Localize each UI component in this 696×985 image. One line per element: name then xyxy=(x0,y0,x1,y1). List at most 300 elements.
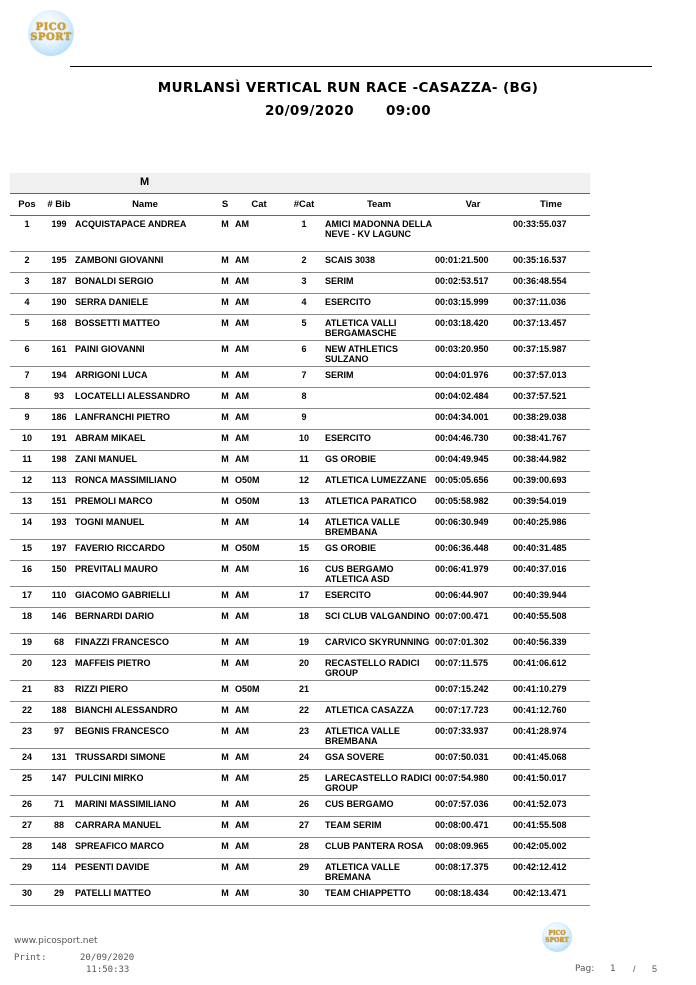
cell-sex: M xyxy=(216,655,234,681)
cell-pos: 10 xyxy=(10,430,44,451)
cell-team xyxy=(324,681,434,702)
cell-name: GIACOMO GABRIELLI xyxy=(74,587,216,608)
cell-cat-pos: 27 xyxy=(284,817,324,838)
cell-pos: 4 xyxy=(10,294,44,315)
cell-time: 00:42:05.002 xyxy=(512,838,590,859)
cell-cat: AM xyxy=(234,409,284,430)
cell-team: SCAIS 3038 xyxy=(324,252,434,273)
cell-name: BONALDI SERGIO xyxy=(74,273,216,294)
cell-sex: M xyxy=(216,273,234,294)
table-row xyxy=(10,859,590,885)
cell-team: ATLETICA LUMEZZANE xyxy=(324,472,434,493)
cell-sex: M xyxy=(216,817,234,838)
cell-bib: 93 xyxy=(44,388,74,409)
cell-sex: M xyxy=(216,859,234,885)
cell-team: ATLETICA PARATICO xyxy=(324,493,434,514)
cell-team: ATLETICA VALLE BREMBANA xyxy=(324,514,434,540)
cell-cat-pos: 5 xyxy=(284,315,324,341)
table-row xyxy=(10,367,590,388)
cell-pos: 16 xyxy=(10,561,44,587)
table-row xyxy=(10,216,590,252)
cell-name: FAVERIO RICCARDO xyxy=(74,540,216,561)
cell-pos: 6 xyxy=(10,341,44,367)
cell-cat: AM xyxy=(234,723,284,749)
cell-bib: 97 xyxy=(44,723,74,749)
cell-pos: 30 xyxy=(10,885,44,906)
cell-cat-pos: 10 xyxy=(284,430,324,451)
results-table xyxy=(10,194,590,906)
cell-name: ZANI MANUEL xyxy=(74,451,216,472)
cell-cat: AM xyxy=(234,294,284,315)
cell-team: NEW ATHLETICS SULZANO xyxy=(324,341,434,367)
cell-cat-pos: 7 xyxy=(284,367,324,388)
cell-team: ATLETICA VALLE BREMBANA xyxy=(324,723,434,749)
cell-cat-pos: 15 xyxy=(284,540,324,561)
cell-var: 00:07:00.471 xyxy=(434,608,512,634)
cell-time: 00:37:13.457 xyxy=(512,315,590,341)
cell-var: 00:07:50.031 xyxy=(434,749,512,770)
cell-sex: M xyxy=(216,681,234,702)
cell-var: 00:01:21.500 xyxy=(434,252,512,273)
table-row xyxy=(10,514,590,540)
cell-name: FINAZZI FRANCESCO xyxy=(74,634,216,655)
cell-team: RECASTELLO RADICI GROUP xyxy=(324,655,434,681)
cell-name: PESENTI DAVIDE xyxy=(74,859,216,885)
cell-time: 00:38:29.038 xyxy=(512,409,590,430)
cell-name: SERRA DANIELE xyxy=(74,294,216,315)
cell-bib: 123 xyxy=(44,655,74,681)
cell-team: CUS BERGAMO ATLETICA ASD xyxy=(324,561,434,587)
cell-pos: 12 xyxy=(10,472,44,493)
cell-var: 00:07:01.302 xyxy=(434,634,512,655)
table-row xyxy=(10,608,590,634)
cell-team: AMICI MADONNA DELLA NEVE - KV LAGUNC xyxy=(324,216,434,252)
cell-cat-pos: 26 xyxy=(284,796,324,817)
cell-team: ESERCITO xyxy=(324,430,434,451)
cell-bib: 199 xyxy=(44,216,74,252)
cell-team: LARECASTELLO RADICI GROUP xyxy=(324,770,434,796)
logo-text-line2: SPORT xyxy=(30,32,72,43)
cell-bib: 88 xyxy=(44,817,74,838)
footer-print-date: 20/09/2020 xyxy=(80,953,135,963)
cell-team: CUS BERGAMO xyxy=(324,796,434,817)
cell-var: 00:07:54.980 xyxy=(434,770,512,796)
cell-var: 00:08:00.471 xyxy=(434,817,512,838)
cell-pos: 3 xyxy=(10,273,44,294)
cell-cat: AM xyxy=(234,749,284,770)
cell-team: GS OROBIE xyxy=(324,540,434,561)
table-row xyxy=(10,702,590,723)
cell-bib: 168 xyxy=(44,315,74,341)
cell-var xyxy=(434,216,512,252)
cell-cat: AM xyxy=(234,796,284,817)
category-group-header xyxy=(10,173,590,194)
cell-name: MAFFEIS PIETRO xyxy=(74,655,216,681)
cell-var: 00:04:46.730 xyxy=(434,430,512,451)
cell-cat: O50M xyxy=(234,493,284,514)
cell-cat-pos: 9 xyxy=(284,409,324,430)
cell-cat-pos: 2 xyxy=(284,252,324,273)
cell-time: 00:41:45.068 xyxy=(512,749,590,770)
cell-pos: 14 xyxy=(10,514,44,540)
cell-sex: M xyxy=(216,634,234,655)
cell-time: 00:41:06.612 xyxy=(512,655,590,681)
cell-time: 00:33:55.037 xyxy=(512,216,590,252)
cell-time: 00:37:57.521 xyxy=(512,388,590,409)
cell-sex: M xyxy=(216,838,234,859)
cell-name: TOGNI MANUEL xyxy=(74,514,216,540)
cell-bib: 186 xyxy=(44,409,74,430)
cell-sex: M xyxy=(216,540,234,561)
table-row xyxy=(10,838,590,859)
cell-team: GS OROBIE xyxy=(324,451,434,472)
cell-cat: AM xyxy=(234,838,284,859)
cell-var: 00:07:15.242 xyxy=(434,681,512,702)
cell-pos: 11 xyxy=(10,451,44,472)
cell-sex: M xyxy=(216,294,234,315)
header-bib: # Bib xyxy=(44,194,74,216)
cell-time: 00:40:56.339 xyxy=(512,634,590,655)
table-row xyxy=(10,430,590,451)
cell-cat-pos: 1 xyxy=(284,216,324,252)
cell-cat: AM xyxy=(234,367,284,388)
cell-team: ESERCITO xyxy=(324,587,434,608)
cell-cat: AM xyxy=(234,451,284,472)
cell-time: 00:38:44.982 xyxy=(512,451,590,472)
cell-team: GSA SOVERE xyxy=(324,749,434,770)
cell-cat: O50M xyxy=(234,540,284,561)
cell-team: SCI CLUB VALGANDINO xyxy=(324,608,434,634)
cell-name: BERNARDI DARIO xyxy=(74,608,216,634)
cell-pos: 28 xyxy=(10,838,44,859)
cell-pos: 24 xyxy=(10,749,44,770)
cell-sex: M xyxy=(216,451,234,472)
cell-pos: 18 xyxy=(10,608,44,634)
footer-url: www.picosport.net xyxy=(14,936,98,946)
table-row xyxy=(10,723,590,749)
cell-pos: 15 xyxy=(10,540,44,561)
cell-var: 00:07:17.723 xyxy=(434,702,512,723)
header-sex: S xyxy=(216,194,234,216)
cell-time: 00:41:52.073 xyxy=(512,796,590,817)
cell-bib: 197 xyxy=(44,540,74,561)
cell-bib: 198 xyxy=(44,451,74,472)
cell-var: 00:05:05.656 xyxy=(434,472,512,493)
cell-bib: 195 xyxy=(44,252,74,273)
cell-bib: 83 xyxy=(44,681,74,702)
cell-cat: AM xyxy=(234,817,284,838)
cell-var: 00:08:17.375 xyxy=(434,859,512,885)
cell-name: RONCA MASSIMILIANO xyxy=(74,472,216,493)
cell-sex: M xyxy=(216,430,234,451)
cell-time: 00:41:10.279 xyxy=(512,681,590,702)
cell-name: PREMOLI MARCO xyxy=(74,493,216,514)
cell-name: LANFRANCHI PIETRO xyxy=(74,409,216,430)
cell-cat: AM xyxy=(234,655,284,681)
cell-sex: M xyxy=(216,561,234,587)
cell-cat-pos: 24 xyxy=(284,749,324,770)
cell-bib: 29 xyxy=(44,885,74,906)
cell-team: ATLETICA CASAZZA xyxy=(324,702,434,723)
table-row xyxy=(10,273,590,294)
cell-bib: 148 xyxy=(44,838,74,859)
cell-cat: AM xyxy=(234,770,284,796)
cell-pos: 17 xyxy=(10,587,44,608)
cell-bib: 71 xyxy=(44,796,74,817)
cell-name: PATELLI MATTEO xyxy=(74,885,216,906)
cell-sex: M xyxy=(216,749,234,770)
race-date: 20/09/2020 xyxy=(265,103,355,119)
cell-cat-pos: 8 xyxy=(284,388,324,409)
cell-sex: M xyxy=(216,587,234,608)
cell-bib: 151 xyxy=(44,493,74,514)
cell-cat-pos: 29 xyxy=(284,859,324,885)
cell-cat: AM xyxy=(234,561,284,587)
cell-bib: 188 xyxy=(44,702,74,723)
cell-bib: 191 xyxy=(44,430,74,451)
table-row xyxy=(10,587,590,608)
cell-cat-pos: 17 xyxy=(284,587,324,608)
cell-var: 00:05:58.982 xyxy=(434,493,512,514)
cell-cat: AM xyxy=(234,273,284,294)
cell-sex: M xyxy=(216,493,234,514)
logo-small-text-line1: PICO xyxy=(548,930,566,937)
cell-cat-pos: 23 xyxy=(284,723,324,749)
table-row xyxy=(10,409,590,430)
cell-time: 00:40:25.986 xyxy=(512,514,590,540)
cell-bib: 161 xyxy=(44,341,74,367)
cell-team: CLUB PANTERA ROSA xyxy=(324,838,434,859)
cell-pos: 9 xyxy=(10,409,44,430)
cell-cat-pos: 30 xyxy=(284,885,324,906)
cell-bib: 146 xyxy=(44,608,74,634)
cell-bib: 68 xyxy=(44,634,74,655)
cell-pos: 1 xyxy=(10,216,44,252)
cell-name: PREVITALI MAURO xyxy=(74,561,216,587)
cell-time: 00:40:39.944 xyxy=(512,587,590,608)
table-row xyxy=(10,493,590,514)
cell-cat-pos: 25 xyxy=(284,770,324,796)
cell-cat: AM xyxy=(234,587,284,608)
cell-sex: M xyxy=(216,315,234,341)
cell-var: 00:04:49.945 xyxy=(434,451,512,472)
cell-pos: 13 xyxy=(10,493,44,514)
cell-var: 00:03:20.950 xyxy=(434,341,512,367)
category-group-label: M xyxy=(140,176,150,188)
cell-var: 00:06:44.907 xyxy=(434,587,512,608)
cell-var: 00:06:41.979 xyxy=(434,561,512,587)
cell-bib: 114 xyxy=(44,859,74,885)
header-name: Name xyxy=(74,194,216,216)
footer-page-label: Pag: xyxy=(575,964,595,974)
cell-name: BOSSETTI MATTEO xyxy=(74,315,216,341)
cell-bib: 193 xyxy=(44,514,74,540)
cell-name: RIZZI PIERO xyxy=(74,681,216,702)
header-team: Team xyxy=(324,194,434,216)
table-row xyxy=(10,388,590,409)
cell-cat-pos: 20 xyxy=(284,655,324,681)
cell-team: TEAM SERIM xyxy=(324,817,434,838)
cell-team: ATLETICA VALLE BREMANA xyxy=(324,859,434,885)
cell-time: 00:42:13.471 xyxy=(512,885,590,906)
cell-pos: 20 xyxy=(10,655,44,681)
cell-name: MARINI MASSIMILIANO xyxy=(74,796,216,817)
cell-sex: M xyxy=(216,770,234,796)
cell-name: SPREAFICO MARCO xyxy=(74,838,216,859)
cell-pos: 26 xyxy=(10,796,44,817)
table-row xyxy=(10,681,590,702)
cell-name: BIANCHI ALESSANDRO xyxy=(74,702,216,723)
footer-page-separator: / xyxy=(633,964,636,974)
cell-var: 00:04:01.976 xyxy=(434,367,512,388)
cell-sex: M xyxy=(216,885,234,906)
cell-cat-pos: 14 xyxy=(284,514,324,540)
footer-page-current: 1 xyxy=(610,964,616,974)
cell-name: TRUSSARDI SIMONE xyxy=(74,749,216,770)
cell-sex: M xyxy=(216,216,234,252)
cell-var: 00:06:36.448 xyxy=(434,540,512,561)
table-row xyxy=(10,749,590,770)
cell-pos: 8 xyxy=(10,388,44,409)
cell-time: 00:35:16.537 xyxy=(512,252,590,273)
cell-cat: AM xyxy=(234,430,284,451)
cell-pos: 21 xyxy=(10,681,44,702)
cell-cat: AM xyxy=(234,859,284,885)
table-row xyxy=(10,341,590,367)
picosport-logo-small xyxy=(542,922,572,952)
cell-var: 00:07:11.575 xyxy=(434,655,512,681)
cell-pos: 5 xyxy=(10,315,44,341)
logo-small-text-line2: SPORT xyxy=(545,937,569,944)
table-row xyxy=(10,634,590,655)
cell-name: PAINI GIOVANNI xyxy=(74,341,216,367)
cell-team: SERIM xyxy=(324,273,434,294)
cell-sex: M xyxy=(216,367,234,388)
cell-cat-pos: 18 xyxy=(284,608,324,634)
cell-pos: 23 xyxy=(10,723,44,749)
header-cat-pos: #Cat xyxy=(284,194,324,216)
race-time: 09:00 xyxy=(386,103,431,119)
cell-var: 00:07:33.937 xyxy=(434,723,512,749)
cell-pos: 22 xyxy=(10,702,44,723)
cell-time: 00:39:54.019 xyxy=(512,493,590,514)
cell-name: ABRAM MIKAEL xyxy=(74,430,216,451)
cell-cat: AM xyxy=(234,388,284,409)
cell-cat-pos: 16 xyxy=(284,561,324,587)
cell-var: 00:04:02.484 xyxy=(434,388,512,409)
cell-cat: AM xyxy=(234,315,284,341)
cell-name: BEGNIS FRANCESCO xyxy=(74,723,216,749)
cell-time: 00:41:28.974 xyxy=(512,723,590,749)
cell-sex: M xyxy=(216,796,234,817)
cell-cat-pos: 21 xyxy=(284,681,324,702)
cell-time: 00:38:41.767 xyxy=(512,430,590,451)
footer-print-label: Print: xyxy=(14,953,47,963)
header-pos: Pos xyxy=(10,194,44,216)
cell-sex: M xyxy=(216,723,234,749)
table-row xyxy=(10,315,590,341)
header-var: Var xyxy=(434,194,512,216)
cell-sex: M xyxy=(216,341,234,367)
logo-text-line1: PICO xyxy=(35,22,67,33)
cell-team: ESERCITO xyxy=(324,294,434,315)
table-row xyxy=(10,294,590,315)
cell-cat: O50M xyxy=(234,472,284,493)
cell-cat: O50M xyxy=(234,681,284,702)
cell-bib: 187 xyxy=(44,273,74,294)
cell-pos: 2 xyxy=(10,252,44,273)
cell-name: PULCINI MIRKO xyxy=(74,770,216,796)
cell-time: 00:42:12.412 xyxy=(512,859,590,885)
cell-cat: AM xyxy=(234,608,284,634)
cell-bib: 150 xyxy=(44,561,74,587)
cell-sex: M xyxy=(216,252,234,273)
cell-time: 00:41:55.508 xyxy=(512,817,590,838)
table-row xyxy=(10,655,590,681)
cell-cat: AM xyxy=(234,885,284,906)
cell-time: 00:41:50.017 xyxy=(512,770,590,796)
header-cat: Cat xyxy=(234,194,284,216)
race-title: MURLANSÌ VERTICAL RUN RACE -CASAZZA- (BG) xyxy=(157,80,539,96)
table-row xyxy=(10,472,590,493)
table-row xyxy=(10,540,590,561)
header-time: Time xyxy=(512,194,590,216)
cell-cat-pos: 12 xyxy=(284,472,324,493)
cell-pos: 29 xyxy=(10,859,44,885)
cell-var: 00:02:53.517 xyxy=(434,273,512,294)
cell-cat-pos: 11 xyxy=(284,451,324,472)
footer-print-time: 11:50:33 xyxy=(86,965,130,975)
cell-name: ZAMBONI GIOVANNI xyxy=(74,252,216,273)
cell-team xyxy=(324,388,434,409)
cell-var: 00:04:34.001 xyxy=(434,409,512,430)
cell-time: 00:40:31.485 xyxy=(512,540,590,561)
table-row xyxy=(10,451,590,472)
cell-cat: AM xyxy=(234,216,284,252)
cell-team xyxy=(324,409,434,430)
cell-cat-pos: 19 xyxy=(284,634,324,655)
cell-name: ACQUISTAPACE ANDREA xyxy=(74,216,216,252)
cell-cat: AM xyxy=(234,252,284,273)
table-row xyxy=(10,561,590,587)
cell-name: CARRARA MANUEL xyxy=(74,817,216,838)
cell-time: 00:41:12.760 xyxy=(512,702,590,723)
cell-cat: AM xyxy=(234,634,284,655)
cell-sex: M xyxy=(216,472,234,493)
cell-sex: M xyxy=(216,514,234,540)
picosport-logo xyxy=(28,10,74,56)
cell-cat-pos: 22 xyxy=(284,702,324,723)
cell-bib: 131 xyxy=(44,749,74,770)
cell-time: 00:40:37.016 xyxy=(512,561,590,587)
footer-page-total: 5 xyxy=(652,964,658,974)
cell-var: 00:08:18.434 xyxy=(434,885,512,906)
table-row xyxy=(10,252,590,273)
cell-team: ATLETICA VALLI BERGAMASCHE xyxy=(324,315,434,341)
cell-sex: M xyxy=(216,409,234,430)
cell-team: TEAM CHIAPPETTO xyxy=(324,885,434,906)
cell-cat: AM xyxy=(234,702,284,723)
cell-cat-pos: 28 xyxy=(284,838,324,859)
table-row xyxy=(10,885,590,906)
cell-time: 00:37:15.987 xyxy=(512,341,590,367)
cell-team: SERIM xyxy=(324,367,434,388)
cell-var: 00:03:18.420 xyxy=(434,315,512,341)
cell-sex: M xyxy=(216,608,234,634)
cell-bib: 190 xyxy=(44,294,74,315)
cell-var: 00:03:15.999 xyxy=(434,294,512,315)
cell-team: CARVICO SKYRUNNING xyxy=(324,634,434,655)
